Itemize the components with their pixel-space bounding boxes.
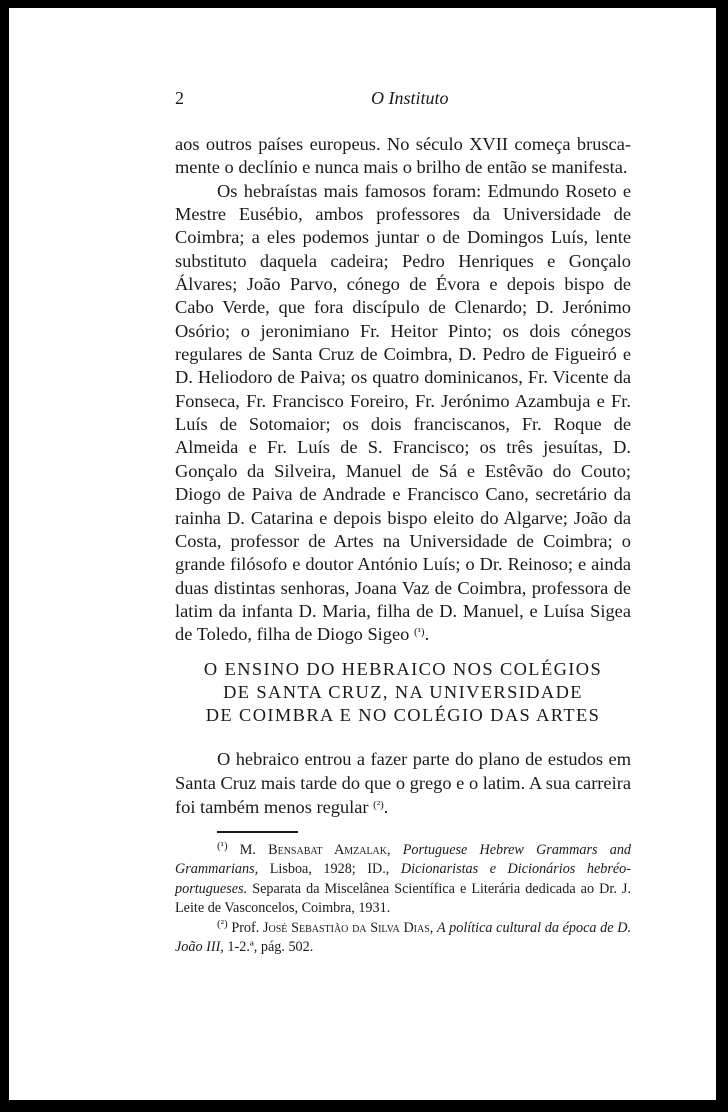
footnotes <box>175 841 631 957</box>
paragraph-1: aos outros países europeus. No século XVII começa bruscamente o declínio e nunca mais o brilho de então se manifesta. <box>175 134 631 178</box>
footnote-1-author: M. Bensabat Amzalak, <box>239 842 391 858</box>
footnote-ref-2[interactable]: (²) <box>373 799 384 811</box>
body-text <box>175 133 631 647</box>
footnote-ref-1[interactable]: (¹) <box>413 626 425 639</box>
paragraph-2-end: . <box>424 624 430 645</box>
footnote-1-rest1: Lisboa, 1928; ID., <box>269 861 390 878</box>
footnote-1-marker: (¹) <box>217 840 228 852</box>
running-title: O Instituto <box>371 88 449 108</box>
footnote-2-author: José Sebastião da Silva Dias, <box>262 919 434 936</box>
paragraph-2-text: Os hebraístas mais famosos foram: Edmundo Roseto e Mestre Eusébio, ambos professores da Universidade de Coimbra; a eles podemos juntar o de Domingos Luís, lente substituto daquela cadeira; Pedro Henriques e Gonçalo Álvares; João Parvo, cónego de Évora e depois bispo de Cabo Verde, que fora discípulo de Clenardo; D. Jerónimo Osório; o jeronimiano Fr. Heitor Pinto; os dois cónegos regulares de Santa Cruz de Coimbra, D. Pedro de Figueiró e D. Heliodoro de Paiva; os quatro dominicanos, Fr. Vicente da Fonseca, Fr. Francisco Foreiro, Fr. Jerónimo Azambuja e Fr. Luís de Sotomaior; os dois franciscanos, Fr. Roque de Almeida e Fr. Luís de S. Francisco; os três jesuítas, D. Gonçalo da Silveira, Manuel de Sá e Estêvão do Couto; Diogo de Paiva de Andrade e Francisco Cano, secretário da rainha D. Catarina e depois bispo eleito do Algarve; João da Costa, professor de Artes na Universidade de Coimbra; o grande filósofo e doutor António Luís; o Dr. Reinoso; e ainda duas distintas senhoras, Joana Vaz de Coimbra, professora de latim da infanta D. Maria, filha de D. Manuel, e Luísa Sigea de Toledo, filha de Diogo Sigeo <box>175 180 631 645</box>
book-page <box>9 8 716 1100</box>
section-heading <box>175 658 631 727</box>
footnote-1-title2: Dicionaristas e Dicionários hebréo-portugueses. <box>175 861 631 897</box>
footnote-2-title: A política cultural da época de D. João III, <box>175 919 632 956</box>
footnote-1 <box>175 841 631 919</box>
section-heading-line-2: DE SANTA CRUZ, NA UNIVERSIDADE <box>223 682 583 702</box>
footnote-1-title: Portuguese Hebrew Grammars and Grammarians, <box>175 842 632 878</box>
footnote-2-rest: 1-2.ª, pág. 502. <box>227 939 314 956</box>
section-paragraph-end: . <box>383 797 389 817</box>
page-number: 2 <box>175 88 184 108</box>
section-paragraph-text: O hebraico entrou a fazer parte do plano de estudos em Santa Cruz mais tarde do que o grego e o latim. A sua carreira foi também menos regular <box>175 749 631 817</box>
footnote-2 <box>175 919 631 958</box>
footnote-2-marker: (²) <box>217 917 228 930</box>
section-heading-line-3: DE COIMBRA E NO COLÉGIO DAS ARTES <box>205 705 601 725</box>
footnote-1-rest2: Separata da Miscelânea Scientífica e Literária dedicada ao Dr. J. Leite de Vasconcelos, Coimbra, 1931. <box>175 880 632 917</box>
footnote-2-prefix: Prof. <box>231 919 260 936</box>
paragraph-2 <box>175 180 631 647</box>
footnote-divider <box>217 831 298 833</box>
section-heading-line-1: O ENSINO DO HEBRAICO NOS COLÉGIOS <box>203 659 603 679</box>
page-header <box>175 88 471 112</box>
section-paragraph-body <box>175 747 631 819</box>
section-paragraph <box>175 747 631 819</box>
